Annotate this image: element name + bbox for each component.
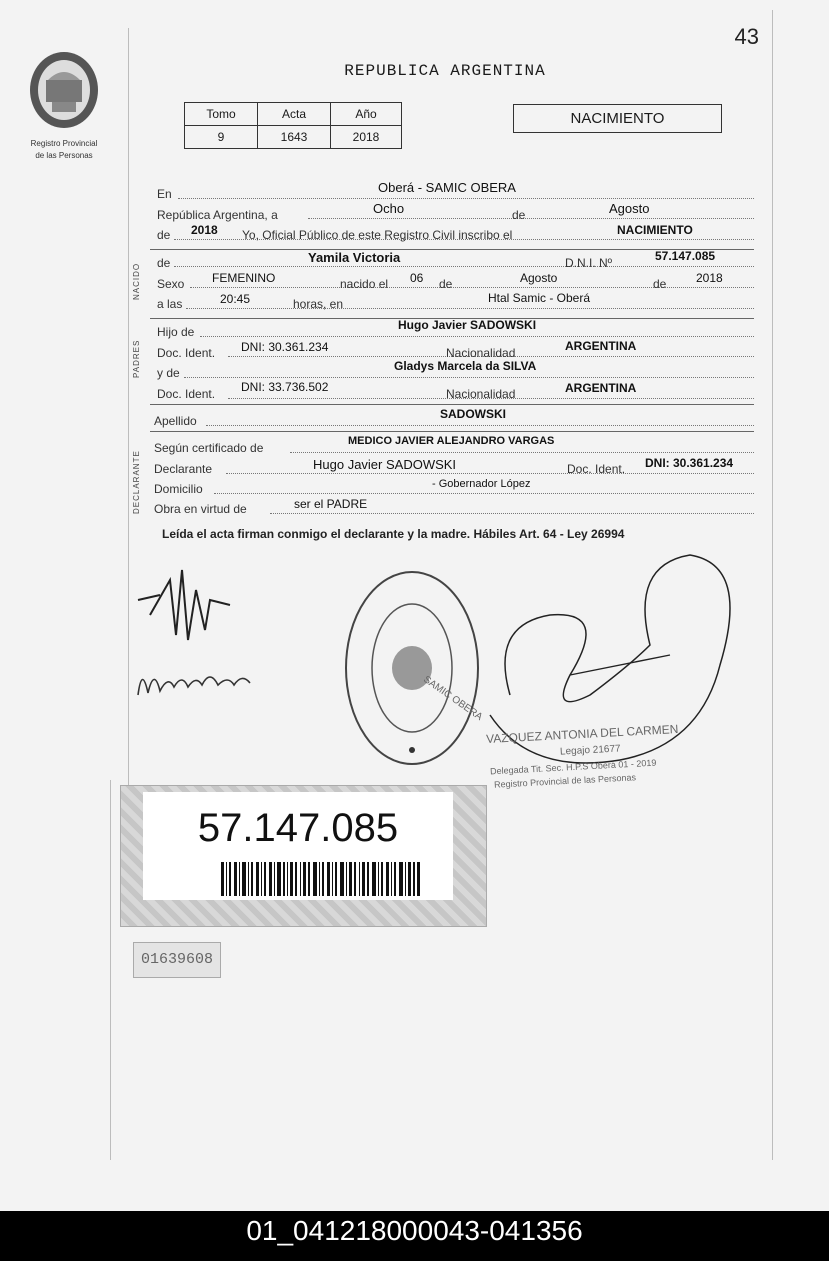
official-name: VAZQUEZ ANTONIA DEL CARMEN bbox=[485, 721, 679, 747]
child-name: Yamila Victoria bbox=[308, 250, 401, 265]
registry-header-row bbox=[185, 103, 402, 126]
official-title: Delegada Tit. Sec. H.P.S Oberá 01 - 2019 bbox=[489, 757, 657, 777]
horas-label: horas, en bbox=[293, 297, 344, 311]
dotted-line bbox=[308, 218, 754, 219]
surname: SADOWSKI bbox=[440, 407, 506, 421]
declarant-doc: DNI: 30.361.234 bbox=[645, 456, 734, 470]
left-margin-line bbox=[128, 28, 129, 788]
section-divider bbox=[150, 404, 754, 405]
birth-place: Htal Samic - Oberá bbox=[488, 291, 591, 305]
dotted-line bbox=[270, 513, 754, 514]
declarante-side-label: DECLARANTE bbox=[132, 450, 141, 514]
page-number: 43 bbox=[734, 24, 759, 49]
nacido-el-label: nacido el bbox=[340, 277, 389, 291]
official-legajo: Legajo 21677 bbox=[559, 743, 621, 758]
official-text: Yo, Oficial Público de este Registro Civil inscribo el bbox=[242, 228, 513, 242]
intro-place: Oberá - SAMIC OBERA bbox=[378, 180, 516, 195]
nacido-de-label: de bbox=[157, 256, 171, 270]
dotted-line bbox=[186, 308, 754, 309]
birth-year: 2018 bbox=[696, 271, 723, 285]
dotted-line bbox=[226, 473, 754, 474]
apellido-label: Apellido bbox=[154, 414, 197, 428]
hijo-de-label: Hijo de bbox=[157, 325, 195, 339]
section-divider bbox=[150, 431, 754, 432]
registry-value-row bbox=[185, 126, 402, 149]
logo-caption-2: de las Personas bbox=[35, 151, 93, 160]
y-de-label: y de bbox=[157, 366, 180, 380]
mother-doc-label: Doc. Ident. bbox=[157, 387, 216, 401]
father-doc-label: Doc. Ident. bbox=[157, 346, 216, 360]
registry-value-acta: 1643 bbox=[258, 126, 331, 149]
intro-de-label: de bbox=[512, 208, 526, 222]
scan-file-code: 01_041218000043-041356 bbox=[0, 1211, 829, 1261]
father-nationality-label: Nacionalidad bbox=[446, 346, 516, 360]
intro-year: 2018 bbox=[191, 223, 218, 237]
official-seal bbox=[342, 568, 485, 768]
barcode-icon bbox=[221, 862, 421, 896]
sexo-label: Sexo bbox=[157, 277, 185, 291]
dotted-line bbox=[178, 198, 754, 199]
medical-certificate: MEDICO JAVIER ALEJANDRO VARGAS bbox=[348, 435, 555, 447]
dotted-line bbox=[200, 336, 754, 337]
padres-side-label: PADRES bbox=[132, 339, 141, 378]
child-sex: FEMENINO bbox=[212, 271, 276, 285]
provincial-seal-icon bbox=[26, 50, 102, 132]
dotted-line bbox=[290, 452, 754, 453]
dotted-line bbox=[184, 377, 754, 378]
mother-signature bbox=[130, 655, 260, 710]
birth-de-label: de bbox=[439, 277, 453, 291]
declarant-address: - Gobernador López bbox=[432, 478, 531, 490]
nacido-side-label: NACIDO bbox=[132, 262, 141, 300]
official-registry: Registro Provincial de las Personas bbox=[493, 772, 637, 790]
father-name: Hugo Javier SADOWSKI bbox=[398, 318, 537, 332]
registry-header-tomo: Tomo bbox=[185, 103, 258, 126]
act-type-box: NACIMIENTO bbox=[513, 104, 722, 133]
child-dni: 57.147.085 bbox=[655, 249, 716, 263]
declarant-signature bbox=[130, 560, 240, 650]
birth-time: 20:45 bbox=[220, 292, 251, 306]
declarant-doc-label: Doc. Ident. bbox=[567, 462, 626, 476]
seal-inner-text: SAMIC OBERA bbox=[421, 674, 485, 723]
birth-de-label-2: de bbox=[653, 277, 667, 291]
birth-month: Agosto bbox=[520, 271, 558, 285]
dni-sticker-face bbox=[143, 792, 453, 900]
declarant-name: Hugo Javier SADOWSKI bbox=[313, 457, 457, 472]
mother-doc: DNI: 33.736.502 bbox=[241, 380, 329, 394]
dotted-line bbox=[190, 287, 754, 288]
registry-table bbox=[184, 102, 402, 149]
closing-statement: Leída el acta firman conmigo el declarante y la madre. Hábiles Art. 64 - Ley 26994 bbox=[162, 527, 625, 541]
dni-label: D.N.I. Nº bbox=[565, 256, 613, 270]
dni-sticker-number: 57.147.085 bbox=[197, 806, 399, 850]
declarante-label: Declarante bbox=[154, 462, 213, 476]
dotted-line bbox=[214, 493, 754, 494]
father-nationality: ARGENTINA bbox=[565, 339, 637, 353]
serial-number: 01639608 bbox=[133, 942, 221, 978]
obra-label: Obra en virtud de bbox=[154, 502, 247, 516]
intro-month: Agosto bbox=[609, 201, 650, 216]
registry-header-acta: Acta bbox=[258, 103, 331, 126]
registry-value-tomo: 9 bbox=[185, 126, 258, 149]
logo-caption-1: Registro Provincial bbox=[30, 139, 98, 148]
mother-nationality: ARGENTINA bbox=[565, 381, 637, 395]
domicilio-label: Domicilio bbox=[154, 482, 203, 496]
dotted-line bbox=[174, 266, 754, 267]
mother-name: Gladys Marcela da SILVA bbox=[394, 359, 537, 373]
en-label: En bbox=[157, 187, 172, 201]
intro-de2-label: de bbox=[157, 228, 171, 242]
birth-day: 06 bbox=[410, 271, 424, 285]
a-las-label: a las bbox=[157, 297, 183, 311]
dni-label-sticker bbox=[120, 785, 487, 927]
registry-value-anio: 2018 bbox=[331, 126, 402, 149]
registry-header-anio: Año bbox=[331, 103, 402, 126]
inscription-type: NACIMIENTO bbox=[617, 223, 693, 237]
left-margin-line-lower bbox=[110, 780, 111, 1160]
province-logo bbox=[20, 50, 108, 161]
intro-day: Ocho bbox=[373, 201, 405, 216]
right-margin-line bbox=[772, 10, 773, 1160]
mother-nationality-label: Nacionalidad bbox=[446, 387, 516, 401]
father-doc: DNI: 30.361.234 bbox=[241, 340, 329, 354]
cert-label: Según certificado de bbox=[154, 441, 264, 455]
declarant-role: ser el PADRE bbox=[294, 497, 368, 511]
dotted-line bbox=[206, 425, 754, 426]
document-title: REPUBLICA ARGENTINA bbox=[344, 62, 546, 80]
republic-label: República Argentina, a bbox=[157, 208, 278, 222]
